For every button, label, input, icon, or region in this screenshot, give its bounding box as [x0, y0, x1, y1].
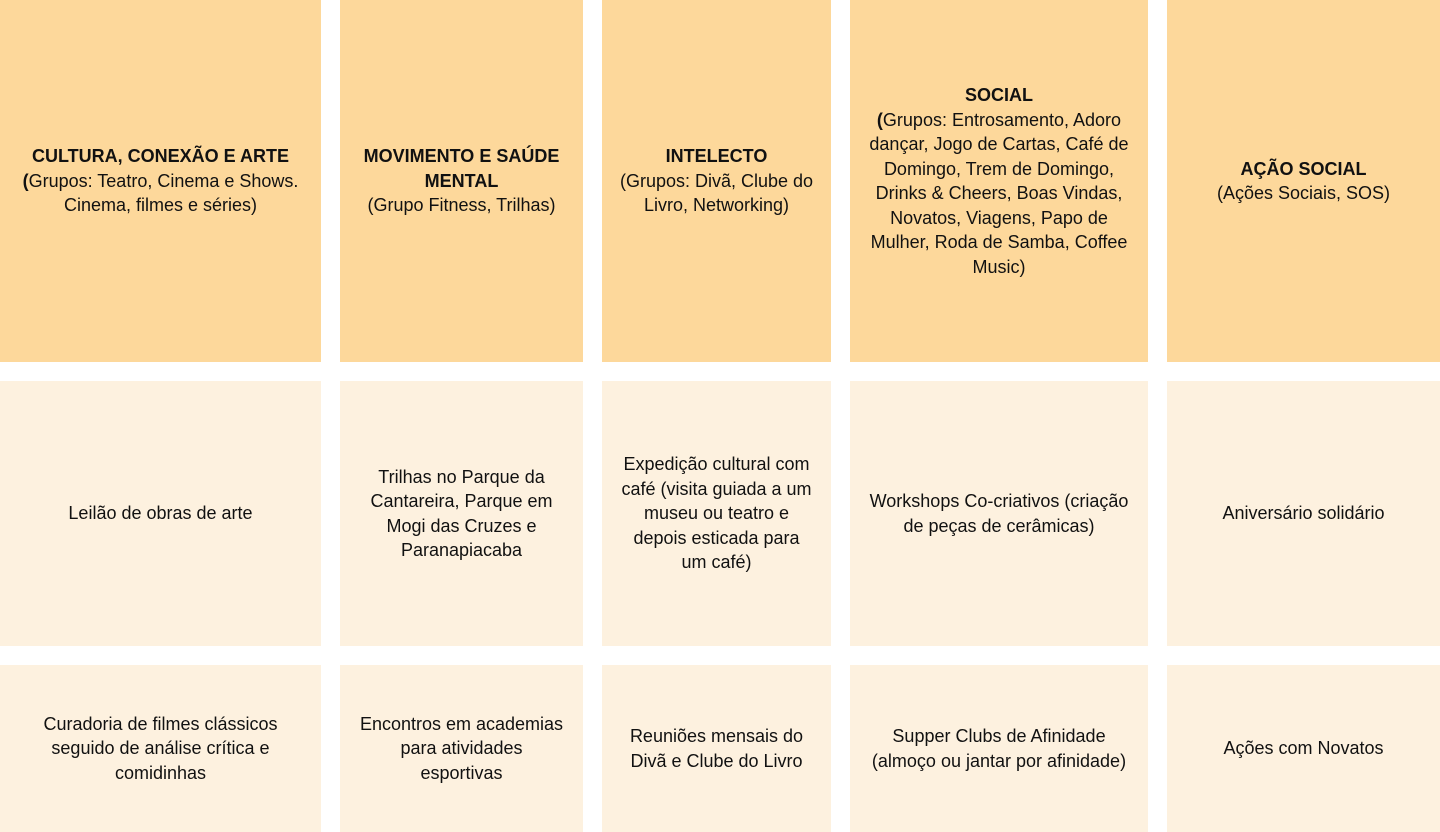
- header-title: CULTURA, CONEXÃO E ARTE: [31, 146, 289, 167]
- header-social: [850, 0, 1148, 362]
- header-subtitle: [359, 193, 564, 218]
- activity-cell: [340, 665, 583, 832]
- header-paren: (: [876, 109, 883, 130]
- header-title: INTELECTO: [665, 146, 768, 167]
- activity-cell: [0, 381, 321, 646]
- header-subtitle: [619, 169, 815, 218]
- header-subtitle: [869, 108, 1129, 280]
- activity-text: Expedição cultural com café (visita guiada a um museu ou teatro e depois esticada para um café): [621, 454, 812, 573]
- activity-text: Workshops Co-criativos (criação de peças de cerâmicas): [869, 491, 1129, 536]
- header-subtitle-text: (Ações Sociais, SOS): [1216, 183, 1391, 203]
- header-subtitle: [11, 169, 311, 218]
- header-title: AÇÃO SOCIAL: [1240, 158, 1367, 179]
- header-paren: (: [22, 170, 29, 191]
- header-cultura: [0, 0, 321, 362]
- header-movimento: [340, 0, 583, 362]
- header-title: SOCIAL: [964, 85, 1033, 105]
- header-acao-social: [1167, 0, 1440, 362]
- activity-cell: [602, 665, 831, 832]
- activity-text: Aniversário solidário: [1222, 503, 1385, 524]
- activity-text: Reuniões mensais do Divã e Clube do Livro: [629, 726, 804, 771]
- header-title: MOVIMENTO E SAÚDE MENTAL: [363, 146, 560, 191]
- activity-cell: [340, 381, 583, 646]
- activity-cell: [1167, 381, 1440, 646]
- activity-text: Trilhas no Parque da Cantareira, Parque em Mogi das Cruzes e Paranapiacaba: [370, 466, 553, 560]
- header-intelecto: [602, 0, 831, 362]
- activity-text: Leilão de obras de arte: [68, 503, 253, 524]
- header-subtitle-text: Grupos: Teatro, Cinema e Shows. Cinema, filmes e séries): [28, 170, 299, 216]
- activity-text: Supper Clubs de Afinidade (almoço ou jantar por afinidade): [871, 726, 1127, 771]
- activity-cell: [602, 381, 831, 646]
- header-subtitle-text: (Grupos: Divã, Clube do Livro, Networking): [619, 170, 814, 216]
- activity-cell: [850, 381, 1148, 646]
- header-subtitle: [1179, 181, 1429, 206]
- activity-cell: [850, 665, 1148, 832]
- activity-text: Encontros em academias para atividades esportivas: [359, 713, 564, 783]
- header-subtitle-text: Grupos: Entrosamento, Adoro dançar, Jogo de Cartas, Café de Domingo, Trem de Domingo, Drinks & Cheers, Boas Vindas, Novatos, Viagens, Papo de Mulher, Roda de Samba, Coffee Music): [869, 109, 1129, 277]
- activity-text: Curadoria de filmes clássicos seguido de análise crítica e comidinhas: [43, 713, 278, 783]
- activity-text: Ações com Novatos: [1223, 738, 1384, 759]
- activity-cell: [0, 665, 321, 832]
- activity-cell: [1167, 665, 1440, 832]
- header-subtitle-text: (Grupo Fitness, Trilhas): [367, 195, 556, 216]
